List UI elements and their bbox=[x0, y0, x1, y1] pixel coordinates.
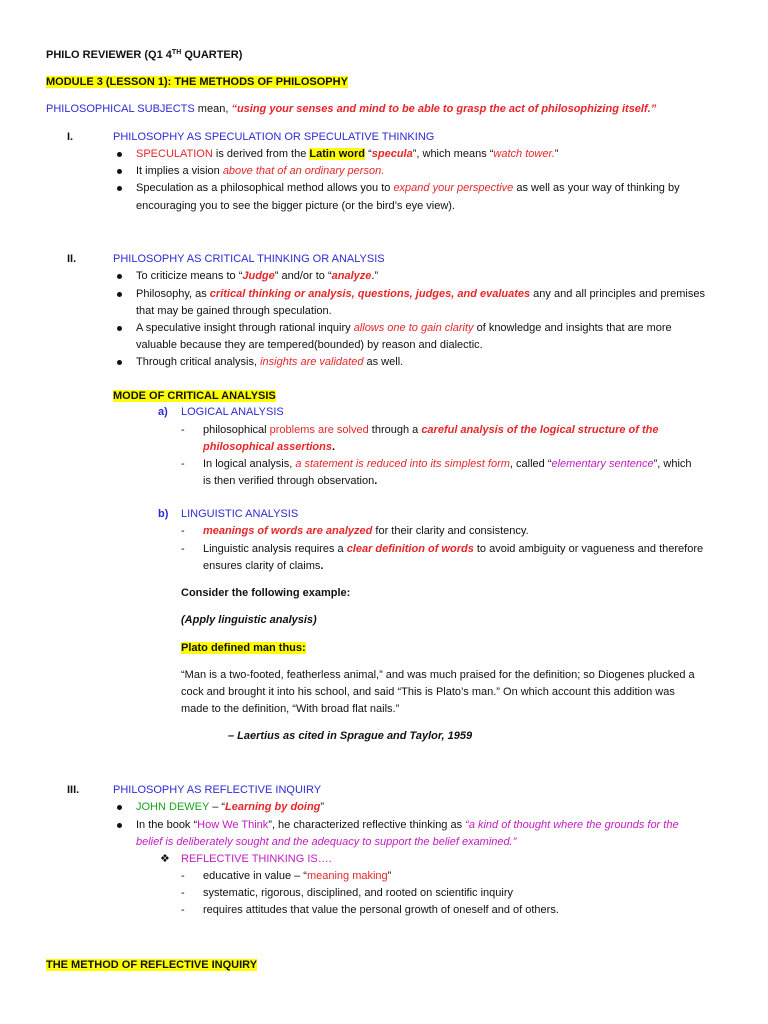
s3-bullet-2: In the book “How We Think”, he characterized reflective thinking as “a kind of thought where the grounds for the bbox=[136, 819, 679, 831]
s2-bullet-4: Through critical analysis, insights are validated as well. bbox=[136, 356, 404, 368]
quote-line-1: “Man is a two-footed, featherless animal,” and was much praised for the definition; so Diogenes plucked a bbox=[181, 669, 695, 681]
bullet-icon bbox=[117, 823, 122, 828]
reflective-subheading: REFLECTIVE THINKING IS…. bbox=[181, 853, 332, 865]
s2-bullet-2: Philosophy, as critical thinking or analysis, questions, judges, and evaluates any and all principles and premises bbox=[136, 288, 705, 300]
mode-b-title: LINGUISTIC ANALYSIS bbox=[181, 508, 299, 520]
dash-marker: - bbox=[181, 543, 185, 555]
s2-bullet-3: A speculative insight through rational inquiry allows one to gain clarity of knowledge and insights that are more bbox=[136, 322, 672, 334]
section-3-number: III. bbox=[67, 784, 80, 796]
mode-title: MODE OF CRITICAL ANALYSIS bbox=[113, 390, 276, 402]
dash-marker: - bbox=[181, 525, 185, 537]
s1-bullet-2: It implies a vision above that of an ordinary person. bbox=[136, 165, 385, 177]
reflective-item-3: requires attitudes that value the personal growth of oneself and of others. bbox=[203, 904, 559, 916]
quote-line-2: cock and brought it into his school, and said “This is Plato’s man.” On which account this addition was bbox=[181, 686, 675, 698]
mode-a-item-2: In logical analysis, a statement is reduced into its simplest form, called “elementary sentence”, which bbox=[203, 458, 692, 470]
bullet-icon bbox=[117, 186, 122, 191]
bullet-icon bbox=[117, 292, 122, 297]
bullet-icon bbox=[117, 326, 122, 331]
dash-marker: - bbox=[181, 424, 185, 436]
s3-bullet-1: JOHN DEWEY – “Learning by doing” bbox=[136, 801, 325, 813]
reflective-item-1: educative in value – “meaning making” bbox=[203, 870, 392, 882]
section-1-heading: PHILOSOPHY AS SPECULATION OR SPECULATIVE THINKING bbox=[113, 131, 435, 143]
section-1-number: I. bbox=[67, 131, 74, 143]
dash-marker: - bbox=[181, 870, 185, 882]
section-2-number: II. bbox=[67, 253, 77, 265]
mode-a-item-1: philosophical problems are solved through a careful analysis of the logical structure of the bbox=[203, 424, 659, 436]
bullet-icon bbox=[117, 152, 122, 157]
bullet-icon bbox=[117, 274, 122, 279]
s2-bullet-1: To criticize means to “Judge” and/or to “analyze.” bbox=[136, 270, 379, 282]
dash-marker: - bbox=[181, 458, 185, 470]
bullet-icon bbox=[117, 360, 122, 365]
document-title: PHILO REVIEWER (Q1 4TH QUARTER) bbox=[46, 49, 243, 61]
bullet-icon bbox=[117, 169, 122, 174]
mode-b-item-2: Linguistic analysis requires a clear definition of words to avoid ambiguity or vagueness and therefore bbox=[203, 543, 704, 555]
consider-label: Consider the following example: bbox=[181, 587, 351, 599]
plato-label: Plato defined man thus: bbox=[181, 642, 306, 654]
mode-a-item-1-cont: philosophical assertions. bbox=[203, 441, 336, 453]
mode-a-item-2-cont: is then verified through observation. bbox=[203, 475, 378, 487]
s3-bullet-2-cont: belief is deliberately sought and the adequacy to support the belief examined.” bbox=[136, 836, 517, 848]
s1-bullet-1: SPECULATION is derived from the Latin word “specula”, which means “watch tower.” bbox=[136, 148, 559, 160]
mode-b-item-2-cont: ensures clarity of claims. bbox=[203, 560, 324, 572]
dash-marker: - bbox=[181, 904, 185, 916]
mode-b-label: b) bbox=[158, 508, 169, 520]
dash-marker: - bbox=[181, 887, 185, 899]
section-2-heading: PHILOSOPHY AS CRITICAL THINKING OR ANALYSIS bbox=[113, 253, 385, 265]
quote-line-3: made to the definition, “With broad flat nails.” bbox=[181, 703, 400, 715]
section-3-heading: PHILOSOPHY AS REFLECTIVE INQUIRY bbox=[113, 784, 322, 796]
mode-a-title: LOGICAL ANALYSIS bbox=[181, 406, 284, 418]
citation: – Laertius as cited in Sprague and Taylor, 1959 bbox=[228, 730, 473, 742]
footer-section-title: THE METHOD OF REFLECTIVE INQUIRY bbox=[46, 959, 258, 971]
mode-b-item-1: meanings of words are analyzed for their clarity and consistency. bbox=[203, 525, 529, 537]
mode-a-label: a) bbox=[158, 406, 168, 418]
diamond-bullet-icon: ❖ bbox=[160, 853, 170, 865]
s2-bullet-2-cont: that may be gained through speculation. bbox=[136, 305, 332, 317]
bullet-icon bbox=[117, 805, 122, 810]
module-title: MODULE 3 (LESSON 1): THE METHODS OF PHILOSOPHY bbox=[46, 76, 348, 88]
s1-bullet-3-cont: encouraging you to see the bigger picture (or the bird’s eye view). bbox=[136, 200, 455, 212]
reflective-item-2: systematic, rigorous, disciplined, and rooted on scientific inquiry bbox=[203, 887, 513, 899]
s1-bullet-3: Speculation as a philosophical method allows you to expand your perspective as well as your way of thinking by bbox=[136, 182, 680, 194]
s2-bullet-3-cont: valuable because they are tempered(bounded) by reason and dialectic. bbox=[136, 339, 483, 351]
intro-line: PHILOSOPHICAL SUBJECTS mean, “using your senses and mind to be able to grasp the act of philosophizing itself.” bbox=[46, 103, 657, 115]
apply-label: (Apply linguistic analysis) bbox=[181, 614, 317, 626]
